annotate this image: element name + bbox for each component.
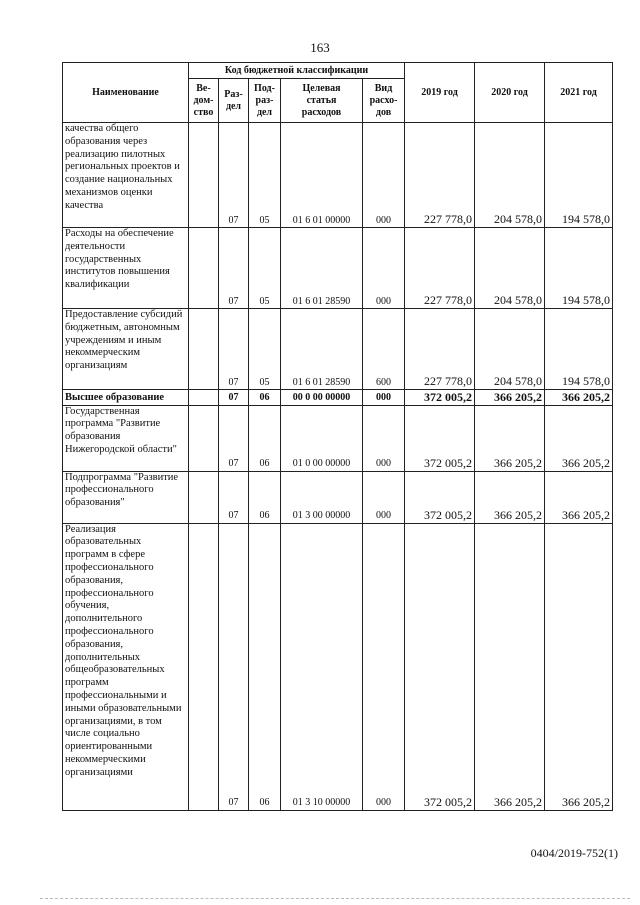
row-name: Реализация образовательных программ в сфере профессионального образования, профессионального обучения, дополнительного профессионального образования, дополнительных общеобразовательных программ профессиональными и иными образовательными организациями, в том числе социально ориентированными некоммерческими организациями — [63, 523, 189, 810]
row-name: Подпрограмма "Развитие профессионального образования" — [63, 471, 189, 523]
header-classification-code: Код бюджетной классификации — [189, 63, 405, 79]
row-name: качества общего образования через реализацию пилотных региональных проектов и создание национальных механизмов оценки качества — [63, 123, 189, 228]
row-value-2019: 227 778,0 — [405, 309, 475, 390]
row-value-2020: 204 578,0 — [475, 228, 545, 309]
row-razdel: 07 — [219, 405, 249, 471]
header-vid-rashodov: Вид расхо- дов — [363, 79, 405, 123]
row-podrazdel: 06 — [249, 471, 281, 523]
row-value-2019: 372 005,2 — [405, 405, 475, 471]
row-celevaya-statya: 01 3 10 00000 — [281, 523, 363, 810]
row-value-2021: 366 205,2 — [545, 471, 613, 523]
row-name: Предоставление субсидий бюджетным, автономным учреждениям и иным некоммерческим организациям — [63, 309, 189, 390]
row-value-2019: 372 005,2 — [405, 523, 475, 810]
row-value-2021: 194 578,0 — [545, 309, 613, 390]
row-value-2020: 366 205,2 — [475, 471, 545, 523]
header-vedomstvo: Ве- дом- ство — [189, 79, 219, 123]
row-vedomstvo — [189, 523, 219, 810]
row-value-2021: 194 578,0 — [545, 228, 613, 309]
row-value-2020: 204 578,0 — [475, 309, 545, 390]
row-celevaya-statya: 01 6 01 00000 — [281, 123, 363, 228]
row-name: Государственная программа "Развитие образования Нижегородской области" — [63, 405, 189, 471]
row-vedomstvo — [189, 471, 219, 523]
row-name: Расходы на обеспечение деятельности государственных институтов повышения квалификации — [63, 228, 189, 309]
row-value-2021: 366 205,2 — [545, 390, 613, 406]
row-vid-rashodov: 000 — [363, 390, 405, 406]
header-name: Наименование — [63, 63, 189, 123]
row-podrazdel: 05 — [249, 228, 281, 309]
row-razdel: 07 — [219, 309, 249, 390]
row-podrazdel: 06 — [249, 405, 281, 471]
row-value-2021: 366 205,2 — [545, 405, 613, 471]
row-value-2020: 366 205,2 — [475, 390, 545, 406]
page-number: 163 — [310, 40, 330, 55]
row-vedomstvo — [189, 123, 219, 228]
budget-table — [62, 62, 613, 811]
table-row — [63, 228, 613, 309]
row-vedomstvo — [189, 228, 219, 309]
header-2020: 2020 год — [475, 63, 545, 123]
row-razdel: 07 — [219, 390, 249, 406]
row-vid-rashodov: 000 — [363, 471, 405, 523]
row-vedomstvo — [189, 405, 219, 471]
row-celevaya-statya: 00 0 00 00000 — [281, 390, 363, 406]
row-vid-rashodov: 000 — [363, 405, 405, 471]
row-vid-rashodov: 000 — [363, 123, 405, 228]
row-value-2020: 366 205,2 — [475, 405, 545, 471]
row-value-2019: 372 005,2 — [405, 390, 475, 406]
row-name: Высшее образование — [63, 390, 189, 406]
row-celevaya-statya: 01 0 00 00000 — [281, 405, 363, 471]
row-value-2021: 194 578,0 — [545, 123, 613, 228]
row-value-2021: 366 205,2 — [545, 523, 613, 810]
row-razdel: 07 — [219, 123, 249, 228]
table-row — [63, 309, 613, 390]
page-edge-line — [40, 898, 630, 899]
row-podrazdel: 05 — [249, 123, 281, 228]
row-vid-rashodov: 000 — [363, 523, 405, 810]
header-podrazdel: Под- раз- дел — [249, 79, 281, 123]
header-celevaya-statya: Целевая статья расходов — [281, 79, 363, 123]
table-row — [63, 123, 613, 228]
row-celevaya-statya: 01 6 01 28590 — [281, 309, 363, 390]
table-row — [63, 405, 613, 471]
row-value-2020: 366 205,2 — [475, 523, 545, 810]
row-podrazdel: 06 — [249, 390, 281, 406]
row-celevaya-statya: 01 6 01 28590 — [281, 228, 363, 309]
row-razdel: 07 — [219, 228, 249, 309]
header-razdel: Раз- дел — [219, 79, 249, 123]
row-razdel: 07 — [219, 471, 249, 523]
row-razdel: 07 — [219, 523, 249, 810]
row-value-2019: 227 778,0 — [405, 123, 475, 228]
row-podrazdel: 05 — [249, 309, 281, 390]
row-vedomstvo — [189, 390, 219, 406]
document-code: 0404/2019-752(1) — [530, 846, 618, 860]
row-value-2019: 372 005,2 — [405, 471, 475, 523]
row-value-2019: 227 778,0 — [405, 228, 475, 309]
header-2019: 2019 год — [405, 63, 475, 123]
row-vid-rashodov: 000 — [363, 228, 405, 309]
row-vedomstvo — [189, 309, 219, 390]
row-vid-rashodov: 600 — [363, 309, 405, 390]
row-value-2020: 204 578,0 — [475, 123, 545, 228]
table-row — [63, 523, 613, 810]
table-row — [63, 471, 613, 523]
row-podrazdel: 06 — [249, 523, 281, 810]
table-row — [63, 390, 613, 406]
row-celevaya-statya: 01 3 00 00000 — [281, 471, 363, 523]
header-2021: 2021 год — [545, 63, 613, 123]
